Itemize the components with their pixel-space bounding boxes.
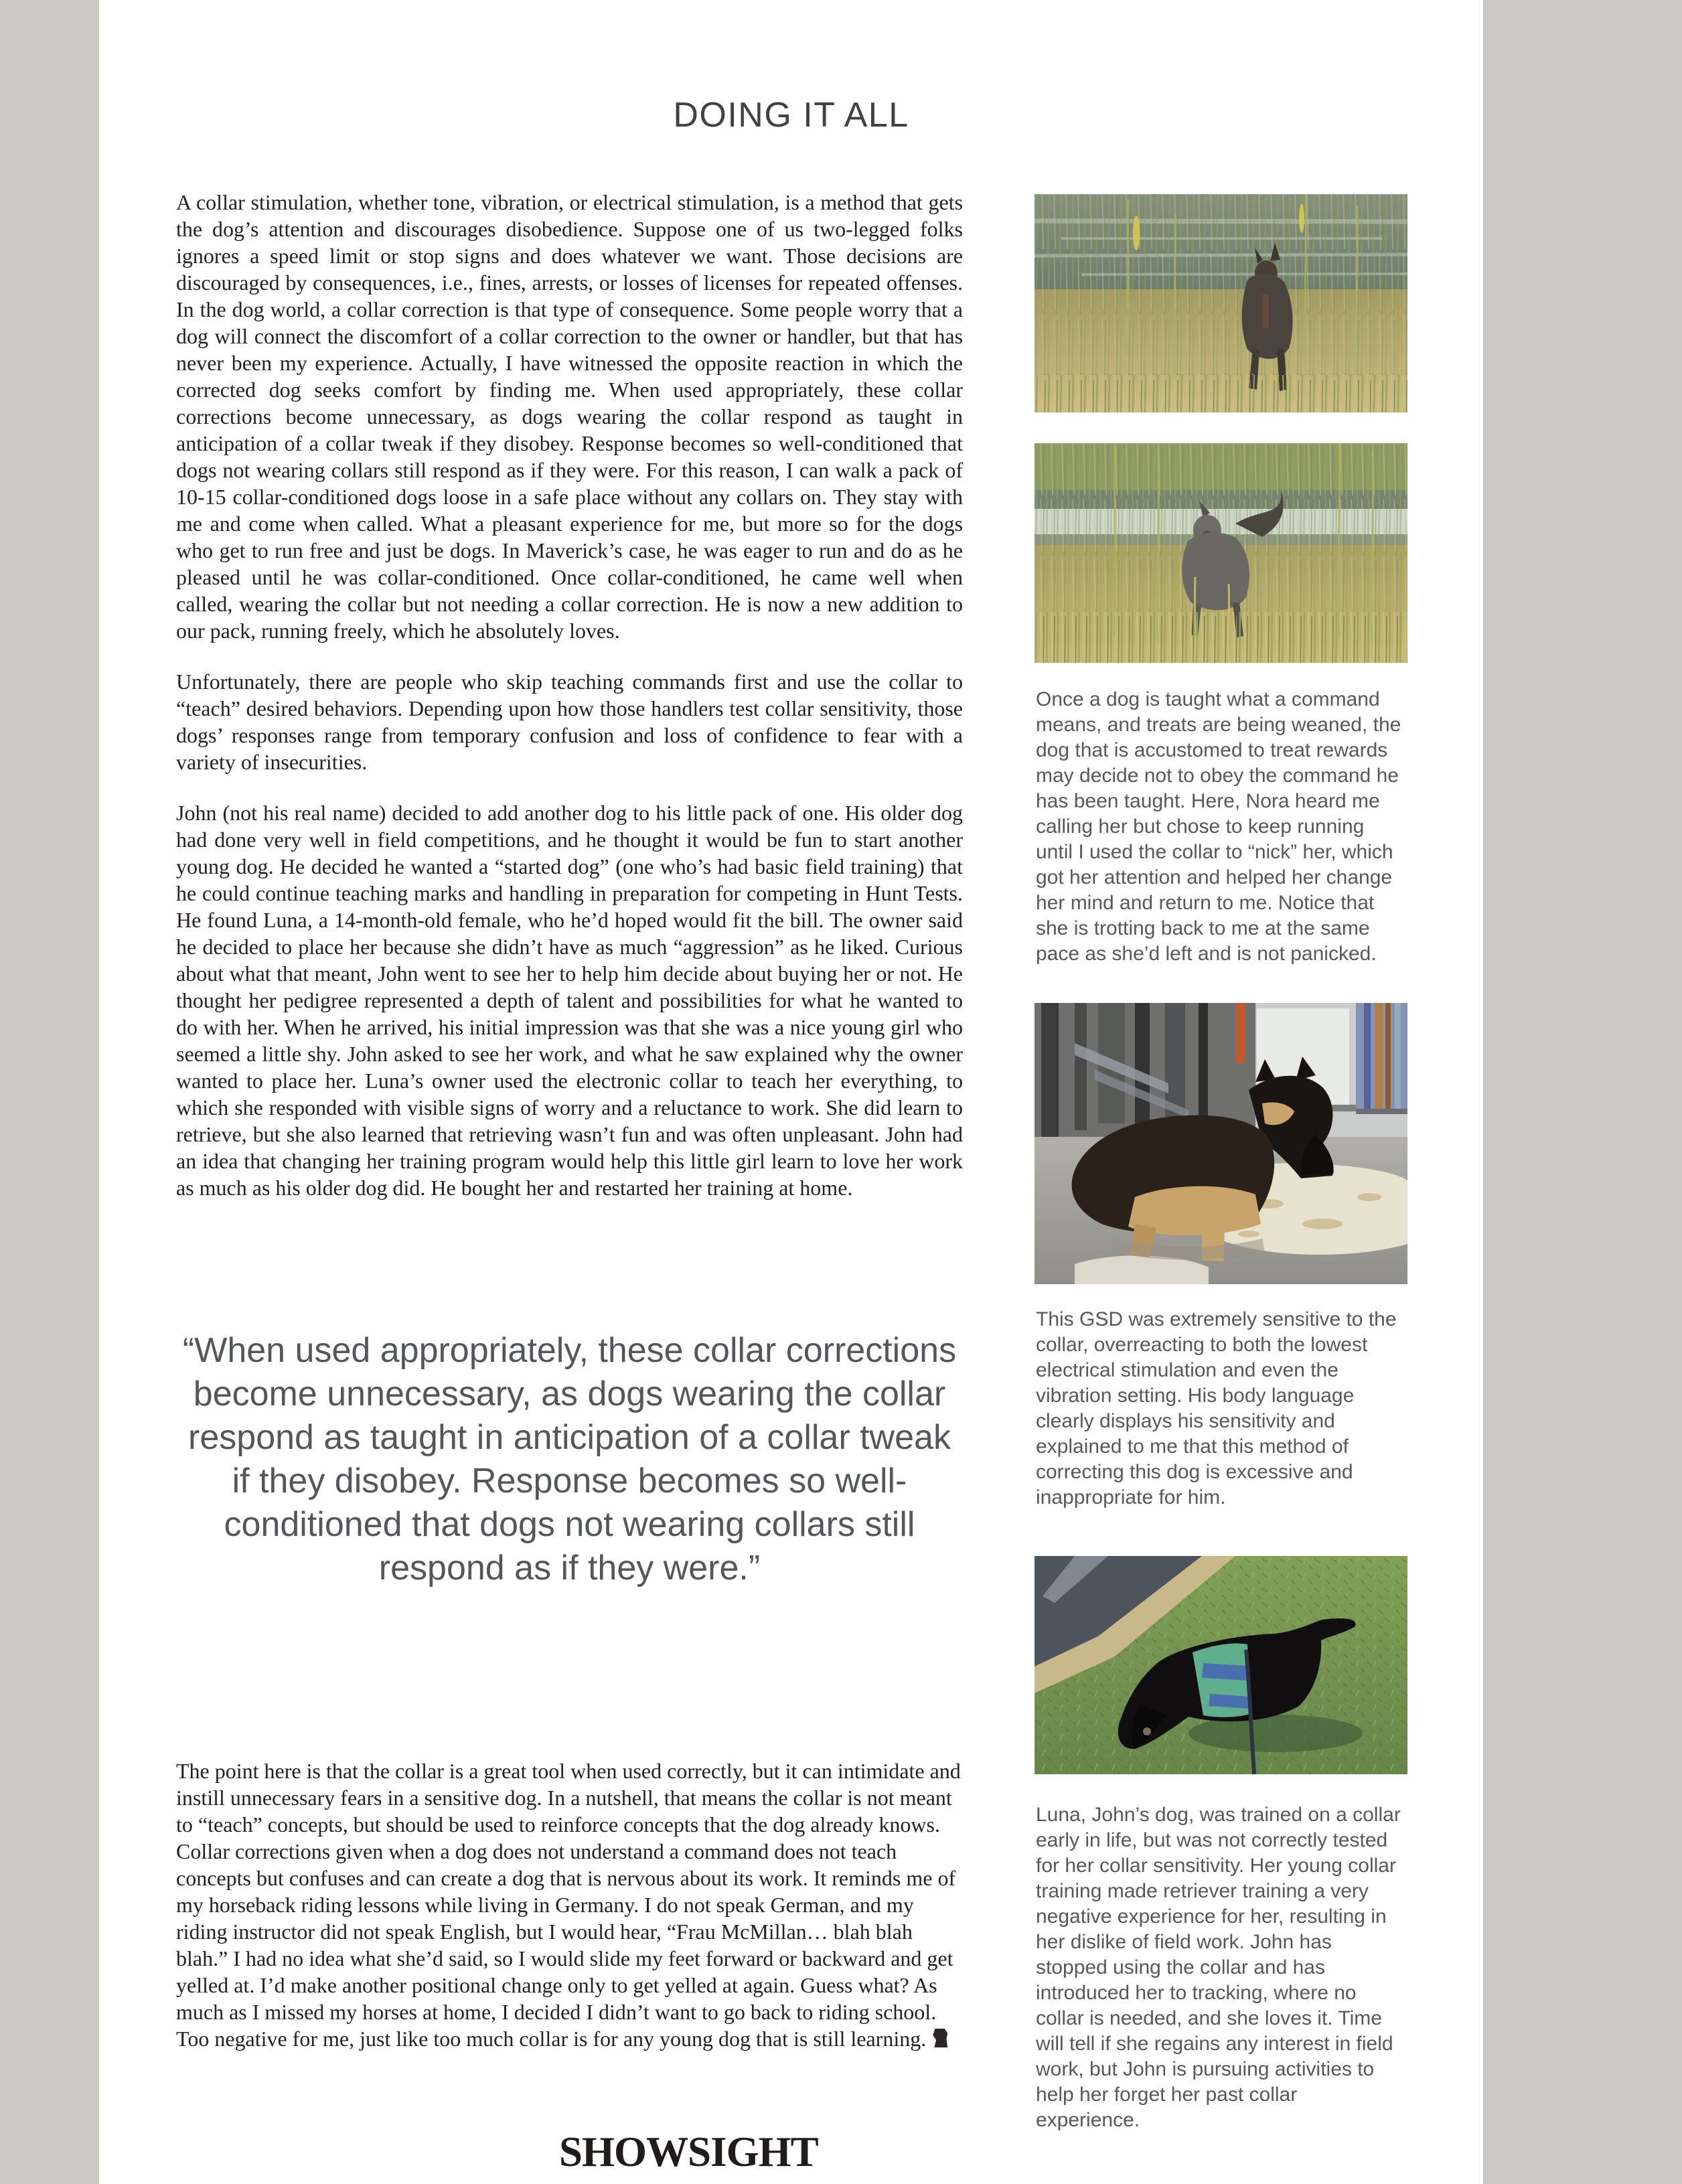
photo-caption: Luna, John’s dog, was trained on a collar early in life, but was not correctly tested for her collar sensitivity. Her young collar training made retriever training a very negative experience for her, resulting in her dislike of field work. John has stopped using the collar and has introduced her to tracking, where no collar is needed, and she loves it. Time will tell if she regains any interest in field work, but John is pursuing activities to help her forget her past collar experience. — [1036, 1804, 1401, 2131]
photo-gsd-garage — [1035, 1003, 1407, 1284]
article-paragraph: A collar stimulation, whether tone, vibration, or electrical stimulation, is a method that gets the dog’s attention and discourages disobedience. Suppose one of us two-legged folks ignores a speed limit or stop signs and does whatever we want. Those decisions are discouraged by consequences, i.e., fines, arrests, or losses of licenses for repeated offenses. In the dog world, a collar correction is that type of consequence. Some people worry that a dog will connect the discomfort of a collar correction to the owner or handler, but that has never been my experience. Actually, I have witnessed the opposite reaction in which the corrected dog seeks comfort by finding me. When used appropriately, these collar corrections become unnecessary, as dogs wearing the collar respond as taught in anticipation of a collar tweak if they disobey. Response becomes so well-conditioned that dogs not wearing collars still respond as if they were. For this reason, I can walk a pack of 10-15 collar-conditioned dogs loose in a safe place without any collars on. They stay with me and come when called. What a pleasant experience for me, but more so for the dogs who get to run free and just be dogs. In Maverick’s case, he was eager to run and do as he pleased until he was collar-conditioned. Once collar-conditioned, he came well when called, wearing the collar but not needing a collar correction. He is now a new addition to our pack, running freely, which he absolutely loves. — [176, 190, 963, 643]
photo-caption: Once a dog is taught what a command means, and treats are being weaned, the dog that is accustomed to treat rewards may decide not to obey the command he has been taught. Here, Nora heard me calling her but chose to keep running until I used the collar to “nick” her, which got her attention and helped her change her mind and return to me. Notice that she is trotting back to me at the same pace as she’d left and is not panicked. — [1036, 688, 1401, 965]
luna-image — [1035, 1556, 1407, 1774]
photo-dog-returning-pond — [1035, 443, 1407, 663]
left-page-margin — [0, 0, 99, 2184]
article-paragraph: John (not his real name) decided to add another dog to his little pack of one. His older dog had done very well in field competitions, and he thought it would be fun to start another young dog. He decided he wanted a “started dog” (one who’s had basic field training) that he could continue teaching marks and handling in preparation for competing in Hunt Tests. He found Luna, a 14-month-old female, who he’d hoped would fit the bill. The owner said he decided to place her because she didn’t have as much “aggression” as he liked. Curious about what that meant, John went to see her to help him decide about buying her or not. He thought her pedigree represented a depth of talent and possibilities for what he wanted to do with her. When he arrived, his initial impression was that she was a nice young girl who seemed a little shy. John asked to see her work, and what he saw explained why the owner wanted to place her. Luna’s owner used the electronic collar to teach her everything, to which she responded with visible signs of worry and a reluctance to work. She did learn to retrieve, but she also learned that retrieving wasn’t fun and was often unpleasant. John had an idea that changing her training program would help this little girl learn to love her work as much as his older dog did. He bought her and restarted her training at home. — [176, 801, 963, 1200]
pull-quote: “When used appropriately, these collar corrections become unnecessary, as dogs wearing the collar respond as taught in anticipation of a collar tweak if they disobey. Response becomes so well-conditioned that dogs not wearing collars still respond as if they were.” — [182, 1331, 957, 1587]
end-mark-icon — [933, 2029, 947, 2047]
photo-dog-running-pond — [1035, 194, 1407, 412]
closing-paragraph-block — [176, 1758, 963, 2052]
photo-caption: This GSD was extremely sensitive to the collar, overreacting to both the lowest electrical stimulation and even the vibration setting. His body language clearly displays his sensitivity and explained to me that this method of correcting this dog is excessive and inappropriate for him. — [1036, 1308, 1397, 1508]
article-paragraph: The point here is that the collar is a great tool when used correctly, but it can intimidate and instill unnecessary fears in a sensitive dog. In a nutshell, that means the collar is not meant to “teach” concepts, but should be used to reinforce concepts that the dog already knows. Collar corrections given when a dog does not understand a command does not teach concepts but confuses and can create a dog that is nervous about its work. It reminds me of my horseback riding lessons while living in Germany. I do not speak German, and my riding instructor did not speak English, but I would hear, “Frau McMillan… blah blah blah.” I had no idea what she’d said, so I would slide my feet forward or backward and get yelled at. I’d make another positional change only to get yelled at again. Guess what? As much as I missed my horses at home, I decided I didn’t want to go back to riding school. Too negative for me, just like too much collar is for any young dog that is still learning. — [176, 1759, 961, 2051]
showsight-logo: SHOWSIGHT — [559, 2128, 818, 2175]
right-page-margin — [1483, 0, 1682, 2184]
gsd-image — [1035, 1003, 1407, 1284]
dog-running-image — [1035, 194, 1407, 412]
article-paragraph: Unfortunately, there are people who skip teaching commands first and use the collar to “teach” desired behaviors. Depending upon how those handlers test collar sensitivity, those dogs’ responses range from temporary confusion and loss of confidence to fear with a variety of insecurities. — [176, 670, 963, 774]
photo-luna-tracking — [1035, 1556, 1407, 1774]
page-title: DOING IT ALL — [673, 96, 909, 135]
dog-returning-image — [1035, 443, 1407, 663]
article-column — [176, 189, 963, 1225]
